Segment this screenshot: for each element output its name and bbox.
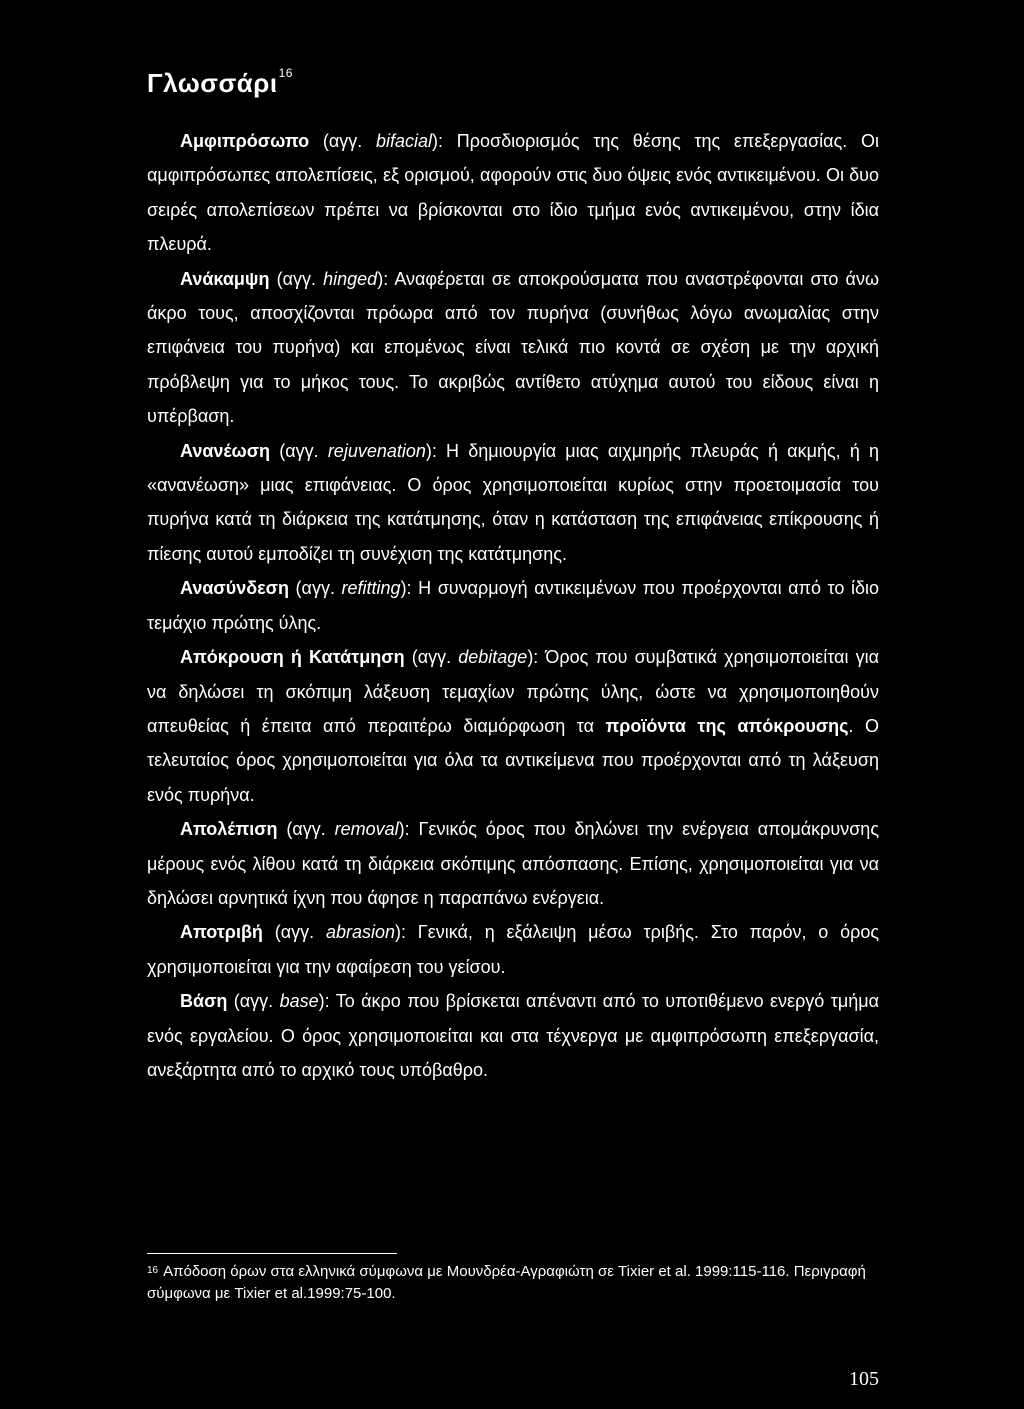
- footnote-reference: 16: [278, 66, 293, 80]
- glossary-prefix: (αγγ.: [227, 991, 280, 1012]
- footnote: [147, 1261, 879, 1305]
- glossary-definition: ): Η συναρμογή αντικειμένων που προέρχονται από το ίδιο τεμάχιο πρώτης ύλης.: [147, 578, 879, 633]
- glossary-definition: ): Όρος που συμβατικά χρησιμοποιείται για να δηλώσει τη σκόπιμη λάξευση τεμαχίων πρώτης ύλης, ώστε να χρησιμοποιηθούν απευθείας ή έπειτα από περαιτέρω διαμόρφωση τα: [147, 647, 879, 736]
- glossary-definition: ): Το άκρο που βρίσκεται απέναντι από το υποτιθέμενο ενεργό τμήμα ενός εργαλείου. Ο όρος χρησιμοποιείται και στα τέχνεργα με αμφιπρόσωπη επεξεργασία, ανεξάρτητα από το αρχικό τους υπόβαθρο.: [147, 991, 879, 1080]
- glossary-prefix: (αγγ.: [262, 922, 326, 943]
- glossary-entry: [147, 262, 879, 434]
- glossary-entry: [147, 915, 879, 984]
- glossary-inline-term: προϊόντα της απόκρουσης: [605, 715, 849, 736]
- footnote-divider: [147, 1253, 397, 1254]
- english-term: base: [279, 991, 319, 1012]
- english-term: rejuvenation: [327, 440, 426, 461]
- glossary-entry: [147, 434, 879, 572]
- page-number: 105: [849, 1368, 879, 1390]
- glossary-entry: [147, 571, 879, 640]
- glossary-prefix: (αγγ.: [309, 131, 376, 151]
- glossary-term: Αμφιπρόσωπο: [180, 131, 310, 151]
- glossary-prefix: (αγγ.: [404, 647, 459, 668]
- page-title: [147, 68, 293, 99]
- glossary-definition: ): Αναφέρεται σε αποκρούσματα που αναστρέφονται στο άνω άκρο τους, αποσχίζονται πρόωρα από τον πυρήνα (συνήθως λόγω ανωμαλίας στην επιφάνεια του πυρήνα) και επομένως είναι τελικά πιο κοντά σε σχέση με την αρχική πρόβλεψη για το μήκος τους. Το ακριβώς αντίθετο ατύχημα αυτού του είδους είναι η υπέρβαση.: [147, 268, 880, 427]
- glossary-prefix: (αγγ.: [269, 268, 324, 289]
- english-term: removal: [334, 819, 399, 840]
- glossary-term: Αποτριβή: [180, 922, 263, 943]
- english-term: abrasion: [325, 922, 395, 943]
- glossary-term: Απολέπιση: [180, 819, 278, 840]
- glossary-prefix: (αγγ.: [270, 440, 328, 461]
- page-title-text: Γλωσσάρι: [147, 68, 278, 98]
- footnote-text: Απόδοση όρων στα ελληνικά σύμφωνα με Μουνδρέα-Αγραφιώτη σε Tixier et al. 1999:115-116. Περιγραφή σύμφωνα με Tixier et al.1999:75-100.: [147, 1263, 866, 1302]
- glossary-term: Ανανέωση: [180, 440, 271, 461]
- glossary-body: [147, 124, 879, 1087]
- glossary-term: Βάση: [180, 991, 228, 1012]
- glossary-entry: [147, 812, 879, 915]
- glossary-definition: ): Προσδιορισμός της θέσης της επεξεργασίας. Οι αμφιπρόσωπες απολεπίσεις, εξ ορισμού, αφορούν στις δυο όψεις ενός αντικειμένου. Οι δυο σειρές απολεπίσεων πρέπει να βρίσκονται στο ίδιο τμήμα ενός αντικειμένου, στην ίδια πλευρά.: [147, 131, 879, 255]
- glossary-prefix: (αγγ.: [277, 819, 335, 840]
- glossary-entry: [147, 124, 879, 262]
- english-term: bifacial: [375, 131, 432, 151]
- glossary-term: Απόκρουση ή Κατάτμηση: [180, 647, 405, 668]
- glossary-term: Ανάκαμψη: [180, 268, 270, 289]
- glossary-definition-continued: . Ο τελευταίος όρος χρησιμοποιείται για όλα τα αντικείμενα που προέρχονται από τη λάξευση ενός πυρήνα.: [147, 715, 880, 805]
- english-term: hinged: [323, 268, 378, 289]
- glossary-term: Ανασύνδεση: [180, 578, 289, 599]
- english-term: debitage: [458, 647, 528, 668]
- glossary-entry: [147, 984, 879, 1087]
- glossary-definition: ): Γενικά, η εξάλειψη μέσω τριβής. Στο παρόν, ο όρος χρησιμοποιείται για την αφαίρεση του γείσου.: [147, 922, 880, 977]
- document-page: [147, 0, 879, 1409]
- footnote-number: 16: [147, 1265, 159, 1276]
- glossary-definition: ): Γενικός όρος που δηλώνει την ενέργεια απομάκρυνσης μέρους ενός λίθου κατά τη διάρκεια σκόπιμης απόσπασης. Επίσης, χρησιμοποιείται για να δηλώσει αρνητικά ίχνη που άφησε η παραπάνω ενέργεια.: [147, 819, 879, 908]
- glossary-entry: [147, 640, 879, 812]
- english-term: refitting: [341, 578, 401, 599]
- glossary-definition: ): Η δημιουργία μιας αιχμηρής πλευράς ή ακμής, ή η «ανανέωση» μιας επιφάνειας. Ο όρος χρησιμοποιείται κυρίως στην προετοιμασία του πυρήνα κατά τη διάρκεια της κατάτμησης, όταν η κατάσταση της επιφάνειας επίκρουσης ή πίεσης αυτού εμποδίζει τη συνέχιση της κατάτμησης.: [147, 440, 880, 564]
- glossary-prefix: (αγγ.: [288, 578, 342, 599]
